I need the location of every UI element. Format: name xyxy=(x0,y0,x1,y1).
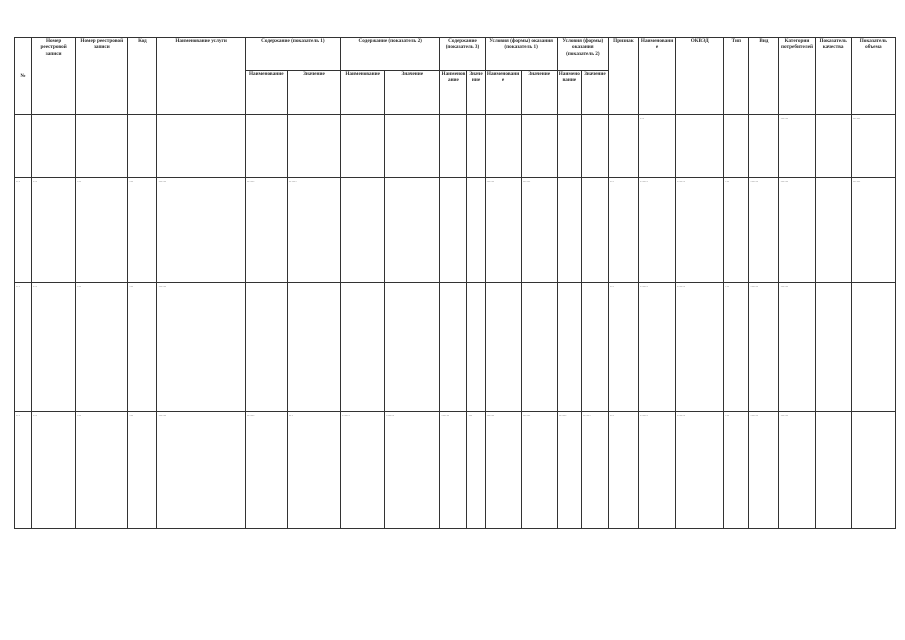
cell-cond1-value: ...... xyxy=(521,412,557,529)
cell-doc-number: ... xyxy=(76,412,128,529)
sub-header-name: Наименование xyxy=(440,71,467,115)
cell-vid xyxy=(749,115,779,178)
cell-name: ...... xyxy=(157,178,245,283)
cell-reg-number xyxy=(32,115,76,178)
cell-naimenovanie: ...... xyxy=(639,412,676,529)
cell-content2-name xyxy=(341,178,385,283)
registry-sheet xyxy=(14,37,896,542)
sub-header-value: Значение xyxy=(467,71,485,115)
cell-kachestvo xyxy=(815,412,851,529)
cell-reg-number: ... xyxy=(32,283,76,412)
cell-reg-number: ... xyxy=(32,412,76,529)
cell-content3-name: ...... xyxy=(440,412,467,529)
cell-okved: ...... xyxy=(676,283,724,412)
cell-content1-value: ...... xyxy=(287,178,340,283)
table-row xyxy=(15,283,896,412)
cell-kachestvo xyxy=(815,178,851,283)
cell-tip xyxy=(724,115,749,178)
cell-code: ... xyxy=(128,412,157,529)
cell-kategorii: ...... xyxy=(779,115,815,178)
sub-header-name: Наименование xyxy=(341,71,385,115)
cell-content2-value xyxy=(385,178,440,283)
registry-rows xyxy=(15,115,896,529)
cell-cond2-value xyxy=(581,283,608,412)
cell-num: ... xyxy=(15,283,32,412)
header-conditions-2: Условия (формы) оказания (показатель 2) xyxy=(557,38,608,71)
header-content-2: Содержание (показатель 2) xyxy=(341,38,440,71)
cell-tip: ... xyxy=(724,178,749,283)
cell-content3-value xyxy=(467,178,485,283)
header-row-top xyxy=(15,38,896,71)
header-priznak: Признак xyxy=(608,38,638,115)
cell-kategorii: ...... xyxy=(779,178,815,283)
header-reg-number: Номер реестровой записи xyxy=(32,38,76,115)
cell-okved xyxy=(676,115,724,178)
sub-header-value: Значение xyxy=(581,71,608,115)
header-kategorii: Категории потребителей xyxy=(779,38,815,115)
cell-content1-value xyxy=(287,115,340,178)
cell-kachestvo xyxy=(815,283,851,412)
cell-cond1-value xyxy=(521,283,557,412)
table-row xyxy=(15,178,896,283)
sub-header-value: Значение xyxy=(521,71,557,115)
cell-cond1-value: ...... xyxy=(521,178,557,283)
cell-obem xyxy=(851,412,895,529)
header-vid: Вид xyxy=(749,38,779,115)
registry-table xyxy=(14,37,896,529)
cell-vid: ...... xyxy=(749,283,779,412)
cell-content1-name: ...... xyxy=(245,412,287,529)
cell-vid: ...... xyxy=(749,412,779,529)
cell-num xyxy=(15,115,32,178)
cell-content2-value xyxy=(385,115,440,178)
cell-okved: ...... xyxy=(676,412,724,529)
cell-content1-name xyxy=(245,283,287,412)
sub-header-name: Наименование xyxy=(557,71,581,115)
cell-cond2-name xyxy=(557,283,581,412)
cell-content3-name xyxy=(440,178,467,283)
header-okved: ОКВЭД xyxy=(676,38,724,115)
cell-obem xyxy=(851,283,895,412)
cell-content3-value xyxy=(467,283,485,412)
cell-priznak xyxy=(608,115,638,178)
cell-vid: ...... xyxy=(749,178,779,283)
cell-doc-number xyxy=(76,115,128,178)
cell-cond2-name xyxy=(557,115,581,178)
cell-obem: ...... xyxy=(851,115,895,178)
cell-content2-value: ...... xyxy=(385,412,440,529)
cell-naimenovanie: ...... xyxy=(639,283,676,412)
cell-num: ... xyxy=(15,412,32,529)
cell-obem: ...... xyxy=(851,178,895,283)
cell-name xyxy=(157,115,245,178)
cell-content3-name xyxy=(440,115,467,178)
cell-content2-value xyxy=(385,283,440,412)
cell-num: ... xyxy=(15,178,32,283)
header-content-1: Содержание (показатель 1) xyxy=(245,38,340,71)
cell-cond1-name xyxy=(485,115,521,178)
cell-name: ...... xyxy=(157,412,245,529)
cell-cond2-value xyxy=(581,115,608,178)
cell-content1-name xyxy=(245,115,287,178)
cell-content3-name xyxy=(440,283,467,412)
sub-header-name: Наименование xyxy=(485,71,521,115)
cell-cond2-name: ...... xyxy=(557,412,581,529)
cell-content2-name xyxy=(341,283,385,412)
header-pokazatel-kachestva: Показатель качества xyxy=(815,38,851,115)
cell-cond2-name xyxy=(557,178,581,283)
cell-kategorii: ...... xyxy=(779,412,815,529)
cell-cond2-value: ...... xyxy=(581,412,608,529)
cell-content2-name xyxy=(341,115,385,178)
header-name: Наименование услуги xyxy=(157,38,245,115)
cell-kategorii: ...... xyxy=(779,283,815,412)
cell-tip: ... xyxy=(724,412,749,529)
cell-code: ... xyxy=(128,178,157,283)
cell-priznak: ... xyxy=(608,178,638,283)
cell-content1-name: ...... xyxy=(245,178,287,283)
cell-content3-value: ... xyxy=(467,412,485,529)
cell-reg-number: ... xyxy=(32,178,76,283)
cell-cond1-name: ...... xyxy=(485,178,521,283)
table-row xyxy=(15,115,896,178)
cell-cond1-name: ...... xyxy=(485,412,521,529)
cell-cond1-name xyxy=(485,283,521,412)
cell-kachestvo xyxy=(815,115,851,178)
cell-content2-name: ...... xyxy=(341,412,385,529)
header-content-3: Содержание (показатель 3) xyxy=(440,38,485,71)
cell-cond1-value xyxy=(521,115,557,178)
cell-doc-number: ... xyxy=(76,283,128,412)
cell-cond2-value xyxy=(581,178,608,283)
header-naimenovanie: Наименование xyxy=(639,38,676,115)
header-doc-number: Номер реестровой записи xyxy=(76,38,128,115)
cell-code: ... xyxy=(128,283,157,412)
cell-tip: ... xyxy=(724,283,749,412)
cell-priznak: ... xyxy=(608,283,638,412)
cell-content1-value: ... xyxy=(287,412,340,529)
cell-content1-value xyxy=(287,283,340,412)
header-num: № xyxy=(15,38,32,115)
sub-header-name: Наименование xyxy=(245,71,287,115)
cell-okved: ...... xyxy=(676,178,724,283)
header-pokazatel-obema: Показатель объема xyxy=(851,38,895,115)
sub-header-value: Значение xyxy=(385,71,440,115)
cell-priznak: ... xyxy=(608,412,638,529)
cell-name: ...... xyxy=(157,283,245,412)
header-code: Код xyxy=(128,38,157,115)
header-conditions-1: Условия (формы) оказания (показатель 1) xyxy=(485,38,557,71)
header-tip: Тип xyxy=(724,38,749,115)
table-row xyxy=(15,412,896,529)
cell-content3-value xyxy=(467,115,485,178)
cell-code xyxy=(128,115,157,178)
sub-header-value: Значение xyxy=(287,71,340,115)
cell-naimenovanie: ...... xyxy=(639,178,676,283)
cell-naimenovanie: ... xyxy=(639,115,676,178)
cell-doc-number: ... xyxy=(76,178,128,283)
